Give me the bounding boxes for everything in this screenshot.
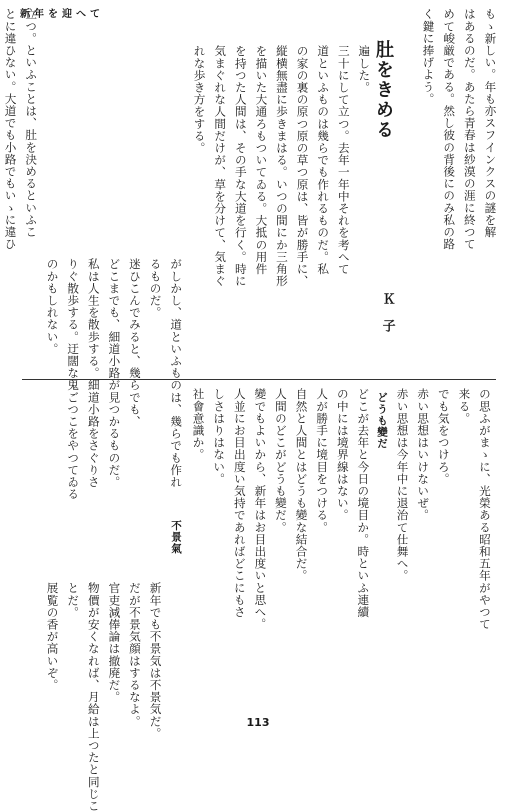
page-number: 113 bbox=[246, 716, 270, 729]
essay-paragraph-3: 立つ。といふことは、肚を決めるといふこ とに違ひない。大道でも小路でもいゝに違ひ bbox=[3, 8, 39, 250]
section-divider bbox=[22, 379, 496, 380]
essay-paragraph-1: 遍した。 三十にして立つ。去年一年中それを考へて 道といふものは幾らでも作れるものだ。私 の家の裏の原つ原の草つ原は、皆が勝手に、 縦横無盡に歩きまはる。いつの間にか三角形 を描いた大通ろもついてゐる。大抵の用件 を持つた人間は、その手な大道を行く。時に 気まぐれな人間だけが、草を分けて、気まぐ れな歩き方をする。 bbox=[192, 45, 372, 287]
subhead-fukeiki: 不景氣 bbox=[170, 520, 182, 555]
subhead-doumo: どうも變だ bbox=[376, 392, 388, 450]
essay-paragraph-2: がしかし、道といふものは、幾らでも作れ るものだ。 迷ひこんでみると、幾らでも、 どこまでも、細道小路が見つかるものだ。 私は人生を散歩する。細道小路をさぐりさ りぐ散歩する。迂闊な鬼ごつこをやつてゐる のかもしれない。 bbox=[45, 258, 184, 500]
running-header: 新年を迎へて bbox=[20, 9, 104, 20]
essay-author: Ｋ 子 bbox=[379, 292, 395, 333]
fukeiki-paragraph: 新年でも不景気は不景気だ。 だが不景気顔はするなよ。 官吏減俸論は撤廃だ。 物價が安くなれば、月給は上つたと同じこ とだ。 展覧の香が高いぞ。 bbox=[45, 582, 163, 812]
essay-title: 肚をきめる bbox=[373, 40, 394, 140]
bottom-intro-text: の思ふがまゝに、光榮ある昭和五年がやつて 来る。 でも気をつけろ。 赤い思想はいけないぜ。 赤い思想は今年中に退治て仕舞へ。 bbox=[395, 388, 492, 630]
intro-continuation-text: もゝ新しい。年も亦スフインクスの謎を解 はあるのだ。あたら青春は紗漠の涯に終つて めて峻厳である。然し彼の背後にのみ私の路 く鍵に捧げよう。 bbox=[421, 8, 498, 250]
doumo-paragraph: どこが去年と今日の境目か。時といふ連續 の中には境界線はない。 人が勝手に境目をつける。 自然と人間とはどうも變な結合だ。 人間のどこがどうも變だ。 變でもよいから、新年はお目出度いと思へ。 人並にお目出度い気持であればどこにもさ しさはりはない。 社會意識か。 bbox=[191, 388, 371, 630]
